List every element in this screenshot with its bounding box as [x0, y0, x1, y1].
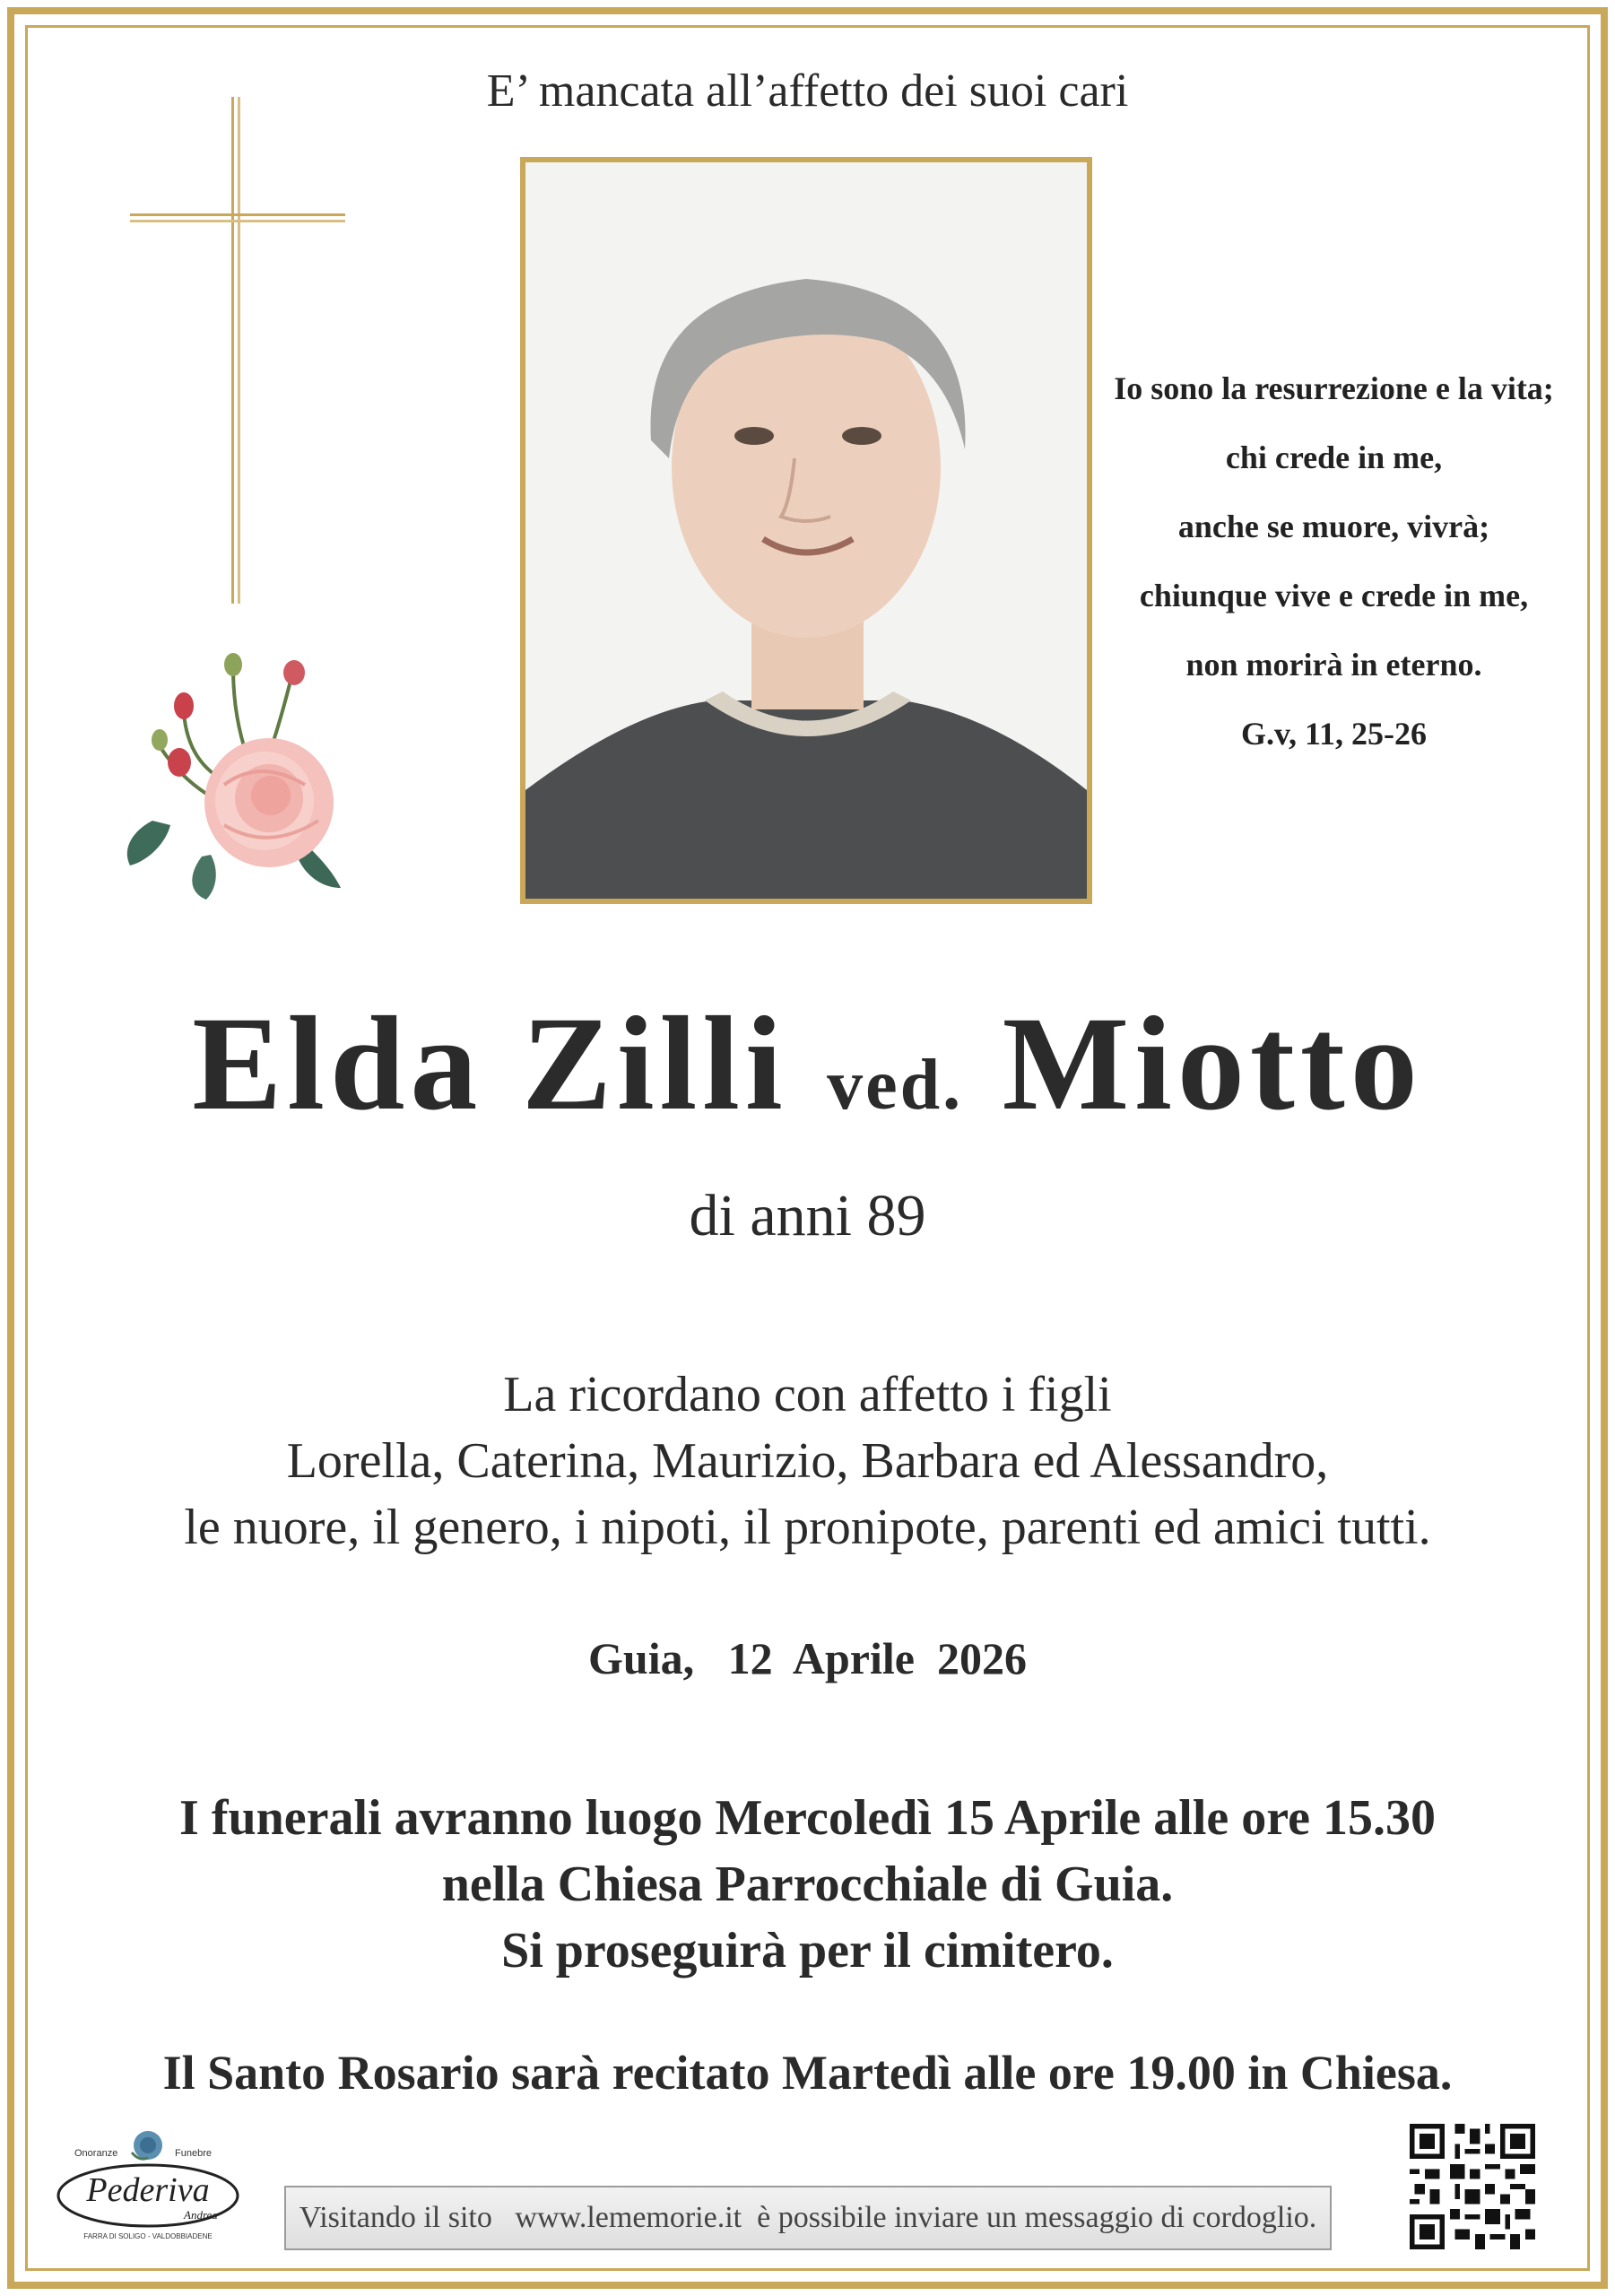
- surname: Zilli: [521, 989, 788, 1138]
- funeral-line: nella Chiesa Parrocchiale di Guia.: [441, 1857, 1174, 1912]
- logo-top-left: Onoranze: [74, 2148, 118, 2159]
- verse-line: anche se muore, vivrà;: [1177, 509, 1490, 544]
- portrait-photo: [520, 157, 1092, 904]
- bible-verse: [1090, 354, 1578, 769]
- family-line: Lorella, Caterina, Maurizio, Barbara ed Alessandro,: [286, 1433, 1329, 1489]
- funeral-line: I funerali avranno luogo Mercoledì 15 Aprile alle ore 15.30: [179, 1790, 1436, 1846]
- verse-line: chi crede in me,: [1225, 439, 1443, 475]
- logo-sub: Andrea: [184, 2208, 218, 2222]
- family-message: [0, 1361, 1615, 1561]
- footer-prefix: Visitando il sito: [299, 2201, 492, 2234]
- rosary-info: Il Santo Rosario sarà recitato Martedì alle ore 19.00 in Chiesa.: [162, 2046, 1453, 2100]
- verse-line: Io sono la resurrezione e la vita;: [1114, 370, 1554, 406]
- footer-suffix: è possibile inviare un messaggio di cordoglio.: [757, 2201, 1317, 2234]
- cross-icon: [130, 97, 345, 608]
- first-name: Elda: [192, 989, 483, 1138]
- day: 12: [727, 1633, 773, 1683]
- age: di anni 89: [689, 1183, 926, 1248]
- footer-banner: [284, 2186, 1332, 2250]
- family-line: le nuore, il genero, i nipoti, il pronipote, parenti ed amici tutti.: [184, 1500, 1431, 1555]
- funeral-line: Si proseguirà per il cimitero.: [501, 1923, 1114, 1979]
- place-date: [0, 1632, 1615, 1684]
- place: Guia,: [588, 1633, 695, 1683]
- footer-site-link[interactable]: www.lememorie.it: [515, 2201, 742, 2234]
- intro-heading: E’ mancata all’affetto dei suoi cari: [486, 65, 1129, 117]
- month: Aprile: [792, 1633, 915, 1683]
- family-line: La ricordano con affetto i figli: [503, 1367, 1112, 1422]
- logo-location: FARRA DI SOLIGO - VALDOBBIADENE: [83, 2232, 213, 2240]
- funeral-info: [0, 1785, 1615, 1984]
- year: 2026: [936, 1633, 1027, 1683]
- widow-abbrev: ved.: [827, 1046, 964, 1125]
- roses-icon: [117, 650, 368, 901]
- verse-line: chiunque vive e crede in me,: [1139, 578, 1529, 613]
- qr-code-icon[interactable]: [1410, 2124, 1535, 2249]
- logo-top-right: Funebre: [175, 2148, 212, 2159]
- married-name: Miotto: [1002, 989, 1423, 1138]
- funeral-home-logo: [49, 2126, 247, 2242]
- rose-logo-icon: [132, 2131, 162, 2160]
- verse-line: non morirà in eterno.: [1185, 647, 1482, 683]
- deceased-name: [0, 987, 1615, 1141]
- verse-reference: G.v, 11, 25-26: [1240, 716, 1428, 752]
- logo-name: Pederiva: [86, 2171, 210, 2209]
